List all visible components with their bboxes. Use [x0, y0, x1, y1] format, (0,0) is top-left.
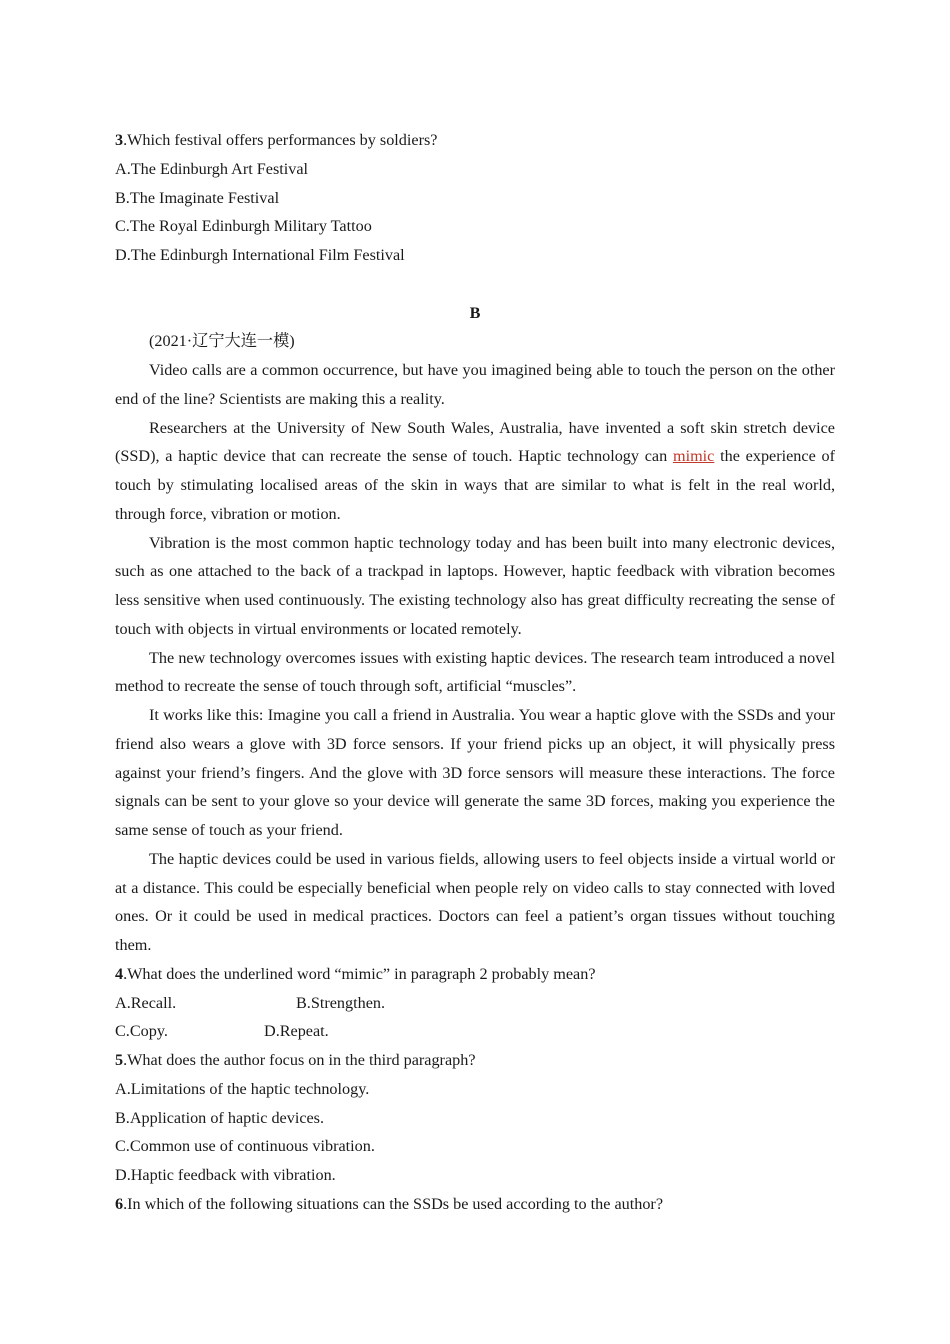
paragraph-4: The new technology overcomes issues with existing haptic devices. The research team introduced a novel method to recreate the sense of touch through soft, artificial “muscles”.	[115, 648, 835, 696]
paragraph-2-end: the experience of touch by stimulating localised areas of the skin in ways that are similar to what is felt in the real world, through force, vibration or motion.	[115, 447, 835, 523]
q3-option-d: D.The Edinburgh International Film Festival	[115, 246, 405, 264]
q5-option-b: B.Application of haptic devices.	[115, 1108, 325, 1127]
q4-option-b: B.Strengthen.	[296, 993, 386, 1012]
q5-option-d: D.Haptic feedback with vibration.	[115, 1166, 336, 1184]
q4-option-c: C.Copy.	[115, 1022, 168, 1041]
paragraph-3: Vibration is the most common haptic technology today and has been built into many electronic devices, such as one attached to the back of a trackpad in laptops. However, haptic feedback with vibration becomes less sensitive when used continuously. The existing technology also has great difficulty recreating the sense of touch with objects in virtual environments or located remotely.	[115, 533, 835, 638]
paragraph-5: It works like this: Imagine you call a friend in Australia. You wear a haptic glove with the SSDs and your friend also wears a glove with 3D force sensors. If your friend picks up an object, it will physically press against your friend’s fingers. And the glove with 3D force sensors will measure these interactions. The force signals can be sent to your glove so your device will generate the same 3D forces, making you experience the same sense of touch as your friend.	[115, 706, 835, 839]
q3-option-b: B.The Imaginate Festival	[115, 188, 280, 207]
question-4	[115, 960, 835, 989]
q4-option-a: A.Recall.	[115, 993, 177, 1012]
question-3-text: .Which festival offers performances by soldiers?	[123, 131, 438, 149]
q4-option-d: D.Repeat.	[264, 1022, 329, 1041]
underlined-word-mimic: mimic	[672, 447, 715, 466]
question-6-text: .In which of the following situations can the SSDs be used according to the author?	[123, 1194, 664, 1213]
q3-option-c: C.The Royal Edinburgh Military Tattoo	[115, 217, 372, 236]
paragraph-6: The haptic devices could be used in various fields, allowing users to feel objects inside a virtual world or at a distance. This could be especially beneficial when people rely on video calls to stay connected with loved ones. Or it could be used in medical practices. Doctors can feel a patient’s organ tissues without touching them.	[115, 849, 835, 954]
q4-options-row-2	[115, 1017, 835, 1046]
section-title: B	[469, 303, 481, 322]
question-6-number: 6	[115, 1194, 124, 1213]
q5-option-c: C.Common use of continuous vibration.	[115, 1137, 375, 1156]
q4-options-row-1	[115, 989, 835, 1018]
q5-option-a: A.Limitations of the haptic technology.	[115, 1079, 370, 1098]
question-5-number: 5	[115, 1051, 124, 1069]
question-6	[115, 1190, 835, 1219]
passage-source: (2021·辽宁大连一模)	[149, 332, 295, 351]
spacer	[115, 270, 835, 299]
question-5-text: .What does the author focus on in the third paragraph?	[123, 1051, 476, 1069]
paragraph-1: Video calls are a common occurrence, but have you imagined being able to touch the person on the other end of the line? Scientists are making this a reality.	[115, 361, 835, 408]
question-4-text: .What does the underlined word “mimic” in paragraph 2 probably mean?	[123, 964, 596, 983]
paragraph-2-start: Researchers at the University of New South Wales, Australia, have invented a soft skin stretch device (SSD), a haptic device that can recreate the sense of touch. Haptic technology can	[115, 418, 835, 466]
page-content	[115, 126, 835, 1219]
q3-option-a: A.The Edinburgh Art Festival	[115, 159, 309, 178]
question-5	[115, 1046, 835, 1075]
question-3-number: 3	[115, 131, 124, 149]
question-4-number: 4	[115, 964, 124, 983]
question-3	[115, 126, 835, 155]
paragraph-2	[115, 414, 835, 529]
